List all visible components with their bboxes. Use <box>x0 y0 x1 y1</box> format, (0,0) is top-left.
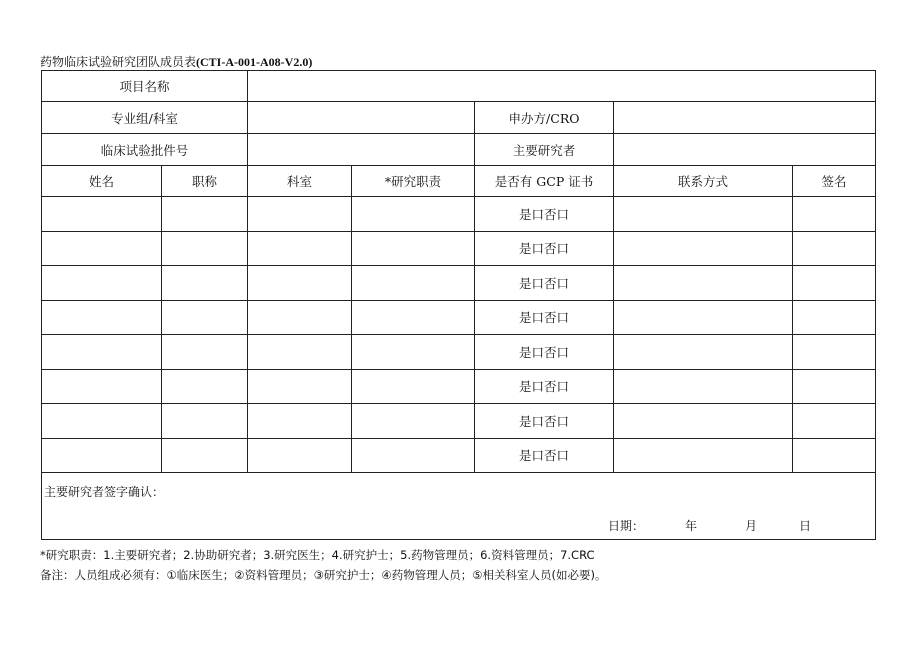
member-name-cell[interactable] <box>42 335 162 370</box>
table-row <box>42 231 876 266</box>
member-dept-cell[interactable] <box>248 404 352 439</box>
member-role-cell[interactable] <box>352 197 475 232</box>
col-header-title: 职称 <box>162 166 248 197</box>
member-name-cell[interactable] <box>42 231 162 266</box>
principal-investigator-field[interactable] <box>614 134 876 166</box>
col-header-dept: 科室 <box>248 166 352 197</box>
specialty-field[interactable] <box>248 102 475 134</box>
team-member-table <box>41 70 876 540</box>
project-name-field[interactable] <box>248 71 876 102</box>
signoff-label: 主要研究者签字确认： <box>44 485 165 499</box>
member-name-cell[interactable] <box>42 197 162 232</box>
date-month-label: 月 <box>745 519 758 533</box>
member-gcp-cell[interactable]: 是口否口 <box>475 404 614 439</box>
member-role-cell[interactable] <box>352 231 475 266</box>
member-contact-cell[interactable] <box>614 300 793 335</box>
specialty-label: 专业组/科室 <box>42 102 248 134</box>
member-dept-cell[interactable] <box>248 438 352 473</box>
member-name-cell[interactable] <box>42 404 162 439</box>
approval-number-label: 临床试验批件号 <box>42 134 248 166</box>
member-contact-cell[interactable] <box>614 438 793 473</box>
member-gcp-cell[interactable]: 是口否口 <box>475 369 614 404</box>
roles-note: *研究职责：1.主要研究者；2.协助研究者；3.研究医生；4.研究护士；5.药物管理员；6.资料管理员；7.CRC <box>40 548 595 562</box>
specialty-row <box>42 102 876 134</box>
member-title-cell[interactable] <box>162 231 248 266</box>
member-signature-cell[interactable] <box>793 197 876 232</box>
member-signature-cell[interactable] <box>793 438 876 473</box>
member-gcp-cell[interactable]: 是口否口 <box>475 266 614 301</box>
col-header-gcp: 是否有 GCP 证书 <box>475 166 614 197</box>
signoff-cell[interactable] <box>42 473 876 540</box>
member-title-cell[interactable] <box>162 404 248 439</box>
member-title-cell[interactable] <box>162 335 248 370</box>
member-contact-cell[interactable] <box>614 231 793 266</box>
member-signature-cell[interactable] <box>793 404 876 439</box>
table-row <box>42 266 876 301</box>
table-row <box>42 197 876 232</box>
member-contact-cell[interactable] <box>614 369 793 404</box>
member-gcp-cell[interactable]: 是口否口 <box>475 335 614 370</box>
member-name-cell[interactable] <box>42 369 162 404</box>
member-signature-cell[interactable] <box>793 369 876 404</box>
member-signature-cell[interactable] <box>793 266 876 301</box>
form-title-text: 药物临床试验研究团队成员表 <box>40 55 197 69</box>
sponsor-field[interactable] <box>614 102 876 134</box>
table-row <box>42 369 876 404</box>
date-year-label: 年 <box>685 519 698 533</box>
form-title <box>40 53 312 70</box>
date-day-label: 日 <box>799 519 812 533</box>
table-row <box>42 300 876 335</box>
col-header-signature: 签名 <box>793 166 876 197</box>
col-header-name: 姓名 <box>42 166 162 197</box>
date-label: 日期： <box>608 519 645 533</box>
member-title-cell[interactable] <box>162 300 248 335</box>
member-signature-cell[interactable] <box>793 335 876 370</box>
member-gcp-cell[interactable]: 是口否口 <box>475 300 614 335</box>
member-title-cell[interactable] <box>162 438 248 473</box>
member-dept-cell[interactable] <box>248 300 352 335</box>
member-name-cell[interactable] <box>42 300 162 335</box>
member-role-cell[interactable] <box>352 300 475 335</box>
project-name-label: 项目名称 <box>42 71 248 102</box>
member-dept-cell[interactable] <box>248 266 352 301</box>
member-contact-cell[interactable] <box>614 335 793 370</box>
member-contact-cell[interactable] <box>614 197 793 232</box>
member-signature-cell[interactable] <box>793 300 876 335</box>
member-title-cell[interactable] <box>162 369 248 404</box>
form-code: (CTI-A-001-A08-V2.0) <box>196 55 313 69</box>
member-role-cell[interactable] <box>352 266 475 301</box>
project-name-row <box>42 71 876 102</box>
remark-note: 备注：人员组成必须有：①临床医生；②资料管理员；③研究护士；④药物管理人员；⑤相关科室人员(如必要)。 <box>40 568 607 582</box>
approval-row <box>42 134 876 166</box>
member-role-cell[interactable] <box>352 335 475 370</box>
member-signature-cell[interactable] <box>793 231 876 266</box>
member-contact-cell[interactable] <box>614 404 793 439</box>
approval-number-field[interactable] <box>248 134 475 166</box>
signoff-row <box>42 473 876 540</box>
principal-investigator-label: 主要研究者 <box>475 134 614 166</box>
table-row <box>42 335 876 370</box>
member-dept-cell[interactable] <box>248 197 352 232</box>
member-role-cell[interactable] <box>352 369 475 404</box>
member-title-cell[interactable] <box>162 197 248 232</box>
member-title-cell[interactable] <box>162 266 248 301</box>
sponsor-label: 申办方/CRO <box>475 102 614 134</box>
member-gcp-cell[interactable]: 是口否口 <box>475 197 614 232</box>
table-row <box>42 438 876 473</box>
member-dept-cell[interactable] <box>248 369 352 404</box>
member-name-cell[interactable] <box>42 266 162 301</box>
member-gcp-cell[interactable]: 是口否口 <box>475 231 614 266</box>
column-header-row <box>42 166 876 197</box>
member-role-cell[interactable] <box>352 438 475 473</box>
member-dept-cell[interactable] <box>248 335 352 370</box>
member-role-cell[interactable] <box>352 404 475 439</box>
table-row <box>42 404 876 439</box>
member-name-cell[interactable] <box>42 438 162 473</box>
col-header-role: *研究职责 <box>352 166 475 197</box>
member-dept-cell[interactable] <box>248 231 352 266</box>
member-gcp-cell[interactable]: 是口否口 <box>475 438 614 473</box>
col-header-contact: 联系方式 <box>614 166 793 197</box>
member-contact-cell[interactable] <box>614 266 793 301</box>
